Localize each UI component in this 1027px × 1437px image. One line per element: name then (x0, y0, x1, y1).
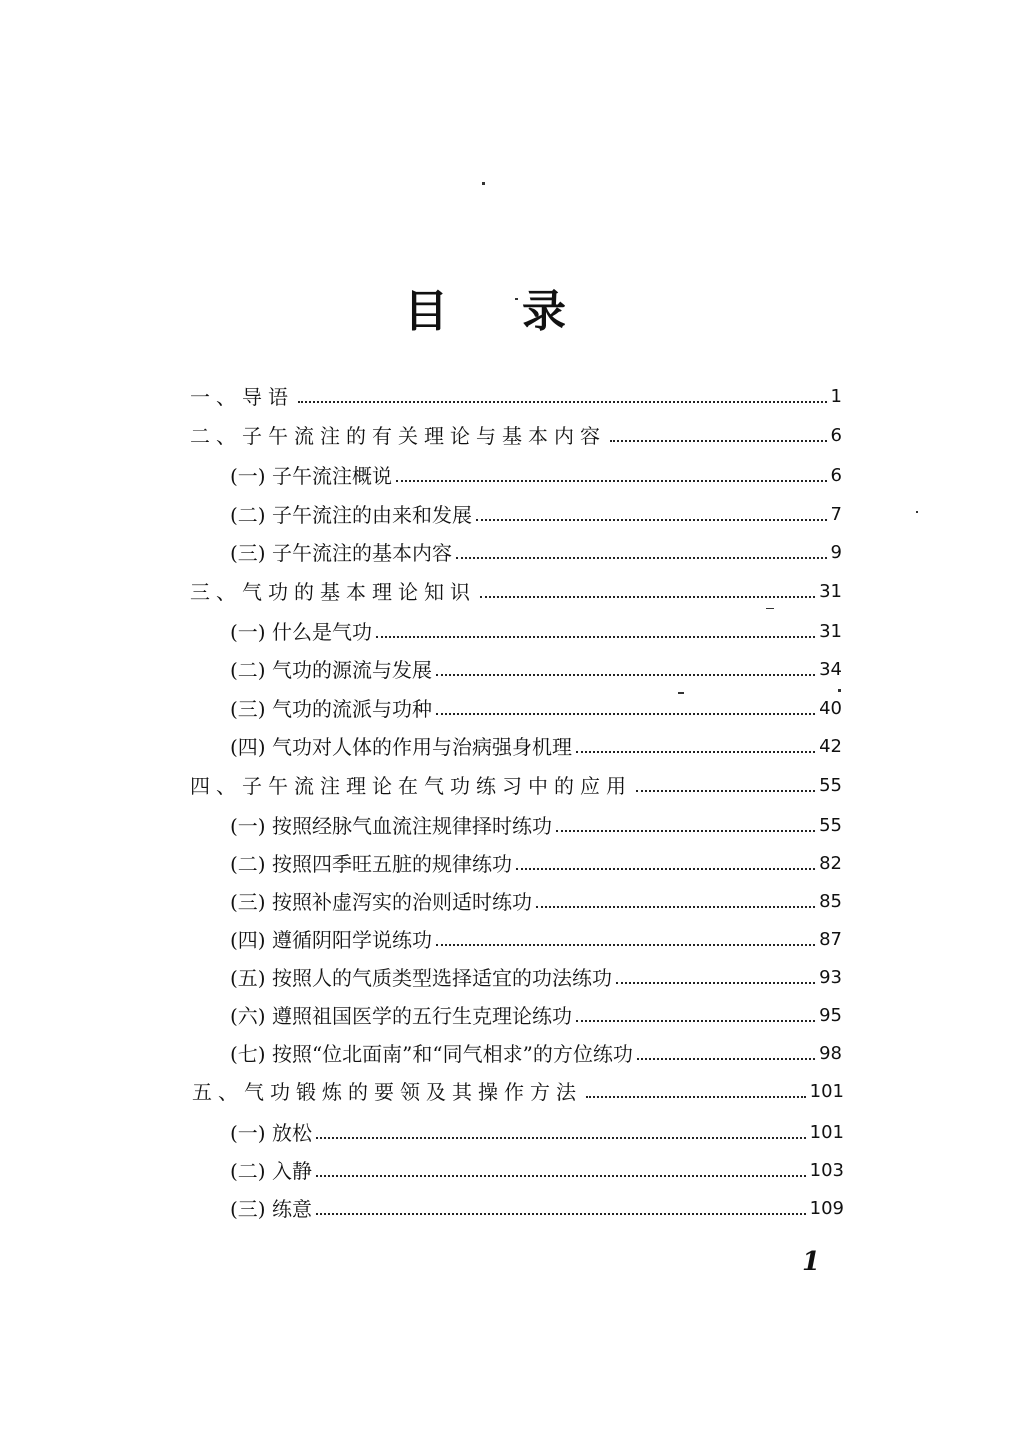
toc-entry[interactable] (230, 538, 842, 568)
toc-entry[interactable] (230, 925, 842, 955)
toc-entry[interactable] (190, 577, 842, 607)
toc-entry-page: 85 (819, 891, 842, 912)
toc-entry[interactable] (230, 811, 842, 841)
toc-entry-page: 55 (819, 815, 842, 836)
toc-entry-label: (二) 入静 (230, 1159, 312, 1183)
toc-entry-page: 9 (830, 542, 842, 563)
toc-entry-page: 31 (819, 581, 842, 602)
toc-entry[interactable] (190, 771, 842, 801)
toc-entry-label: (四) 遵循阴阳学说练功 (230, 928, 432, 952)
title-char: 目 (404, 286, 448, 337)
dot-leader (316, 1194, 806, 1224)
dot-leader (586, 1077, 806, 1107)
toc-entry-page: 101 (809, 1122, 844, 1143)
toc-entry-page: 42 (819, 736, 842, 757)
title-char: 录 (522, 286, 566, 337)
toc-entry-page: 103 (809, 1160, 844, 1181)
dot-leader (396, 461, 827, 491)
toc-entry-label: (一) 按照经脉气血流注规律择时练功 (230, 814, 552, 838)
dot-leader (436, 925, 815, 955)
page-title (0, 282, 1027, 342)
toc-entry-page: 34 (819, 659, 842, 680)
toc-entry-label: (一) 子午流注概说 (230, 464, 392, 488)
toc-entry[interactable] (192, 1077, 844, 1107)
dot-leader (480, 577, 815, 607)
scan-speck (766, 608, 774, 609)
toc-entry-label: (三) 练意 (230, 1197, 312, 1221)
dot-leader (636, 771, 815, 801)
toc-entry[interactable] (190, 421, 842, 451)
toc-entry-label: (二) 气功的源流与发展 (230, 658, 432, 682)
dot-leader (316, 1118, 806, 1148)
toc-entry-page: 87 (819, 929, 842, 950)
toc-entry-page: 82 (819, 853, 842, 874)
dot-leader (576, 732, 815, 762)
scan-speck (482, 182, 485, 185)
toc-entry-page: 95 (819, 1005, 842, 1026)
toc-entry-label: 二、子午流注的有关理论与基本内容 (190, 424, 606, 448)
toc-entry-page: 6 (830, 465, 842, 486)
dot-leader (556, 811, 815, 841)
toc-entry[interactable] (230, 963, 842, 993)
dot-leader (436, 655, 815, 685)
toc-entry-label: (五) 按照人的气质类型选择适宜的功法练功 (230, 966, 612, 990)
toc-entry[interactable] (230, 1001, 842, 1031)
dot-leader (536, 887, 815, 917)
toc-entry-label: 一、导语 (190, 385, 294, 409)
toc-entry-label: (二) 按照四季旺五脏的规律练功 (230, 852, 512, 876)
toc-entry-page: 40 (819, 698, 842, 719)
dot-leader (436, 694, 815, 724)
toc-entry-page: 93 (819, 967, 842, 988)
toc-entry[interactable] (190, 382, 842, 412)
toc-entry[interactable] (230, 1118, 844, 1148)
toc-entry[interactable] (230, 500, 842, 530)
dot-leader (456, 538, 827, 568)
toc-entry[interactable] (230, 732, 842, 762)
toc-entry-label: 四、子午流注理论在气功练习中的应用 (190, 774, 632, 798)
dot-leader (376, 617, 815, 647)
dot-leader (610, 421, 827, 451)
toc-entry[interactable] (230, 461, 842, 491)
dot-leader (616, 963, 815, 993)
toc-entry[interactable] (230, 1194, 844, 1224)
toc-entry-page: 109 (809, 1198, 844, 1219)
dot-leader (576, 1001, 815, 1031)
toc-entry-page: 55 (819, 775, 842, 796)
toc-entry-label: (七) 按照“位北面南”和“同气相求”的方位练功 (230, 1042, 633, 1066)
toc-entry[interactable] (230, 1039, 842, 1069)
toc-entry-page: 7 (830, 504, 842, 525)
dot-leader (476, 500, 827, 530)
toc-entry[interactable] (230, 1156, 844, 1186)
toc-entry-label: (三) 子午流注的基本内容 (230, 541, 452, 565)
toc-entry-label: (三) 气功的流派与功种 (230, 697, 432, 721)
scan-speck (916, 511, 918, 513)
dot-leader (298, 382, 827, 412)
toc-entry[interactable] (230, 887, 842, 917)
toc-entry-page: 6 (830, 425, 842, 446)
dot-leader (637, 1039, 815, 1069)
scan-speck (838, 689, 841, 692)
toc-entry[interactable] (230, 849, 842, 879)
dot-leader (516, 849, 815, 879)
toc-entry-label: (四) 气功对人体的作用与治病强身机理 (230, 735, 572, 759)
toc-entry-label: 五、气功锻炼的要领及其操作方法 (192, 1080, 582, 1104)
toc-entry[interactable] (230, 694, 842, 724)
page-number: 1 (802, 1247, 821, 1277)
toc-entry-label: (三) 按照补虚泻实的治则适时练功 (230, 890, 532, 914)
toc-entry-page: 98 (819, 1043, 842, 1064)
toc-entry[interactable] (230, 655, 842, 685)
toc-entry-label: 三、气功的基本理论知识 (190, 580, 476, 604)
dot-leader (316, 1156, 806, 1186)
toc-entry-page: 1 (830, 386, 842, 407)
toc-entry-label: (一) 放松 (230, 1121, 312, 1145)
toc-entry[interactable] (230, 617, 842, 647)
toc-entry-label: (二) 子午流注的由来和发展 (230, 503, 472, 527)
toc-entry-label: (一) 什么是气功 (230, 620, 372, 644)
toc-entry-page: 101 (809, 1081, 844, 1102)
toc-entry-page: 31 (819, 621, 842, 642)
toc-entry-label: (六) 遵照祖国医学的五行生克理论练功 (230, 1004, 572, 1028)
